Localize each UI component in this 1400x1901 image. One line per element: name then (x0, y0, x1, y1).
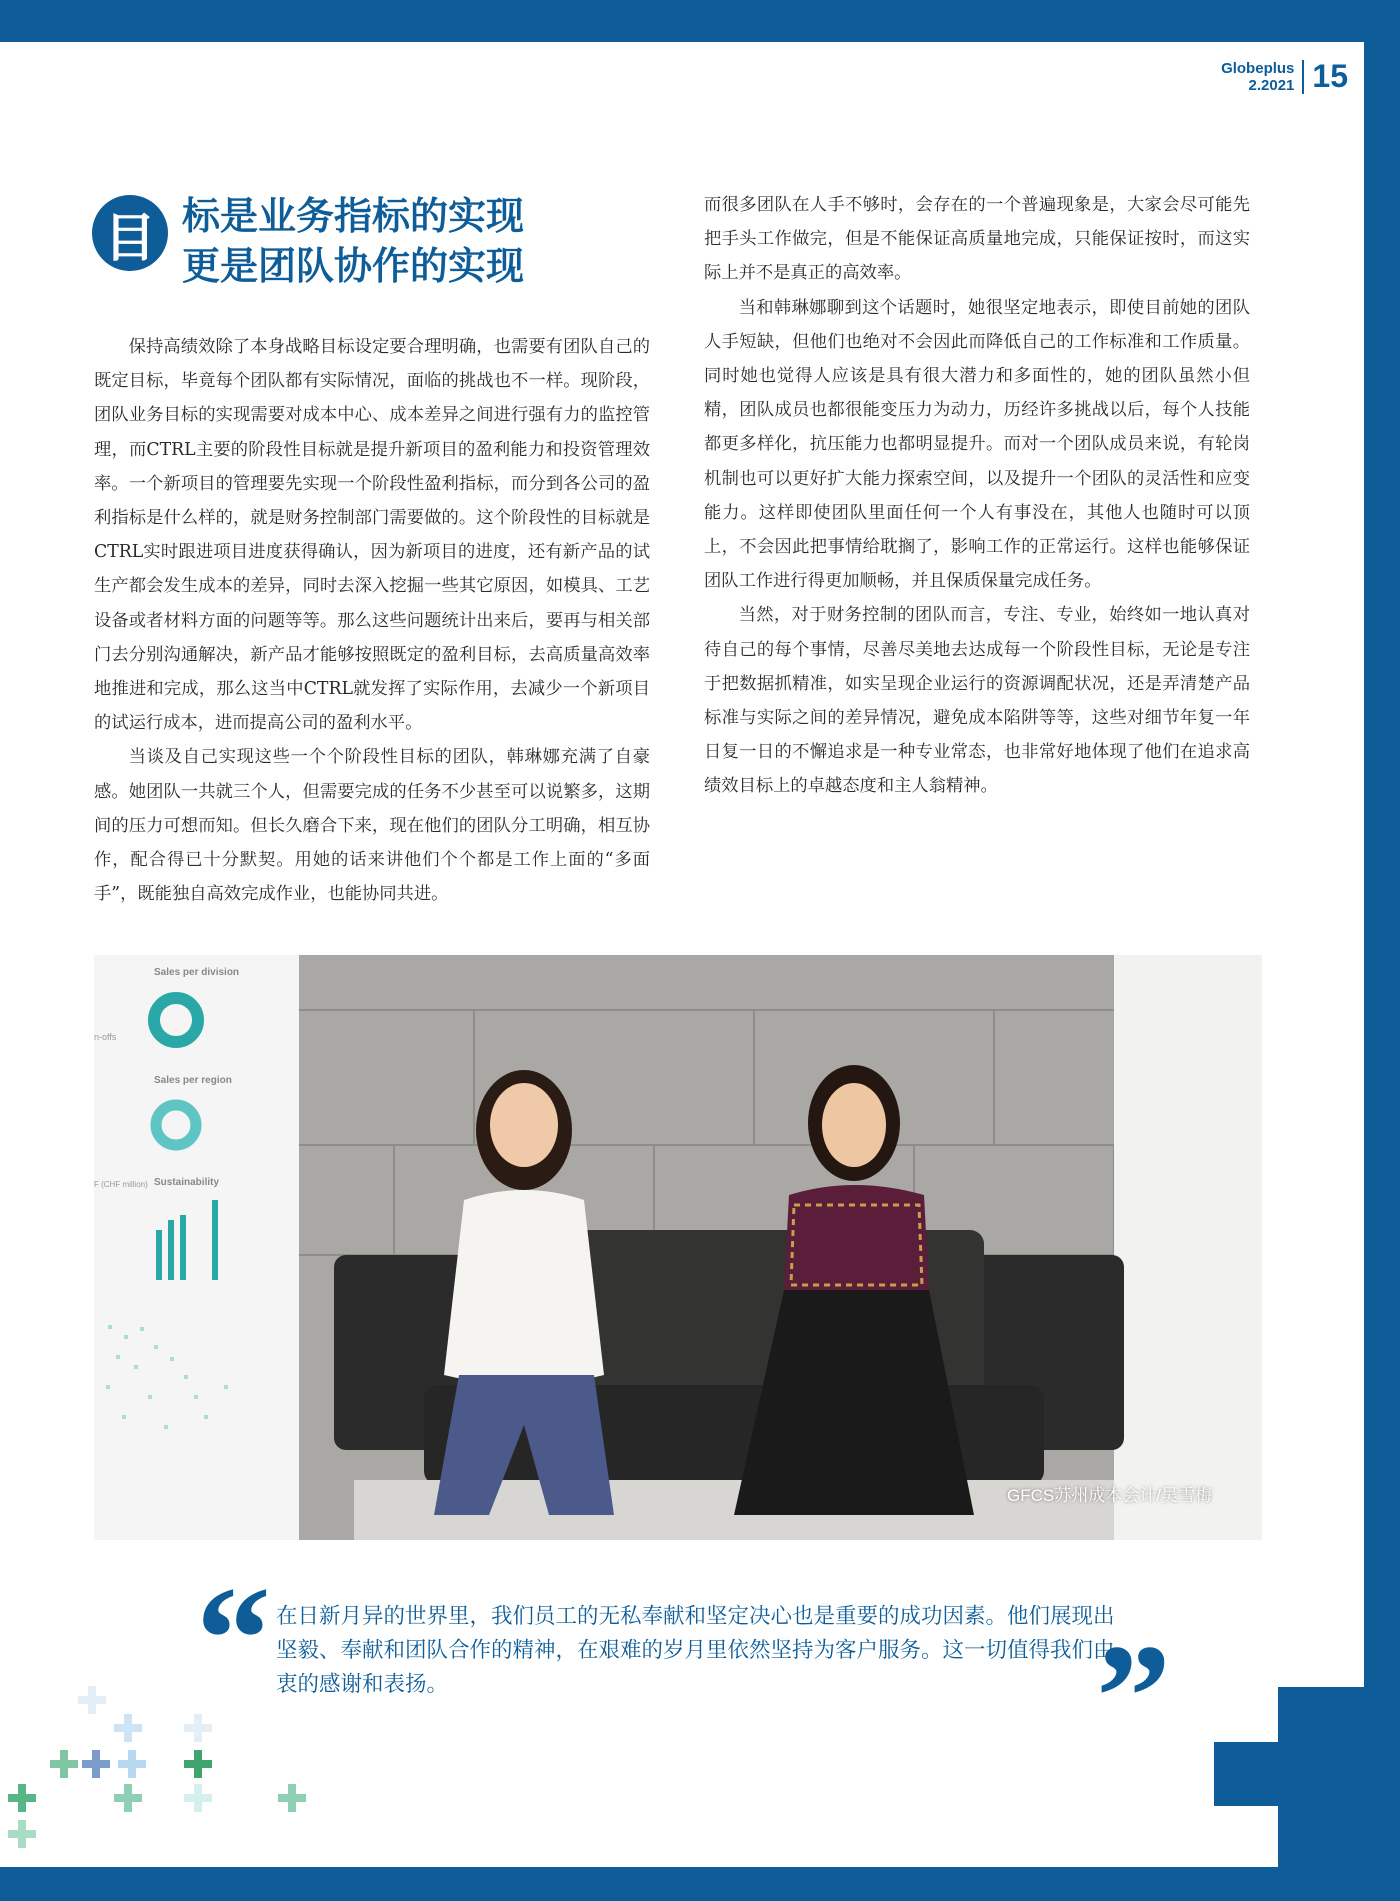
paragraph: 当然，对于财务控制的团队而言，专注、专业，始终如一地认真对待自己的每个事情，尽善尽美地去达成每一个阶段性目标，无论是专注于把数据抓精准，如实呈现企业运行的资源调配状况，还是弄清楚产品标准与实际之间的差异情况，避免成本陷阱等等，这些对细节年复一年日复一日的不懈追求是一种专业常态，也非常好地体现了他们在追求高绩效目标上的卓越态度和主人翁精神。 (704, 605, 1250, 797)
headline-line-1: 标是业务指标的实现 (182, 193, 525, 238)
person-top (444, 1190, 604, 1385)
photo-illustration (94, 955, 1262, 1540)
folio-issue (1221, 60, 1304, 94)
article-column-left (94, 330, 650, 911)
poster-text: F (CHF million) (94, 1180, 148, 1189)
page-folio (1221, 58, 1348, 95)
right-brand-bar (1364, 0, 1400, 1901)
magazine-name: Globeplus (1221, 59, 1295, 77)
open-quote-icon: “ (196, 1556, 271, 1722)
headline-initial-badge: 目 (92, 195, 168, 271)
headline-text (182, 191, 524, 291)
pull-quote-text: 在日新月异的世界里，我们员工的无私奉献和坚定决心也是重要的成功因素。他们展现出坚毅、奉献和团队合作的精神，在艰难的岁月里依然坚持为客户服务。这一切值得我们由衷的感谢和表扬。 (276, 1604, 1115, 1697)
poster-text: n-offs (94, 1032, 117, 1042)
corner-plus-gap (1214, 1806, 1278, 1867)
paragraph: 保持高绩效除了本身战略目标设定要合理明确，也需要有团队自己的既定目标，毕竟每个团队都有实际情况，面临的挑战也不一样。现阶段，团队业务目标的实现需要对成本中心、成本差异之间进行强有力的监控管理，而CTRL主要的阶段性目标就是提升新项目的盈利能力和投资管理效率。一个新项目的管理要先实现一个阶段性盈利指标，而分到各公司的盈利指标是什么样的，就是财务控制部门需要做的。这个阶段性的目标就是CTRL实时跟进项目进度获得确认，因为新项目的进度，还有新产品的试生产都会发生成本的差异，同时去深入挖掘一些其它原因，如模具、工艺设备或者材料方面的问题等等。那么这些问题统计出来后，要再与相关部门去分别沟通解决，新产品才能够按照既定的盈利目标，去高质量高效率地推进和完成，那么这当中CTRL就发挥了实际作用，去减少一个新项目的试运行成本，进而提高公司的盈利水平。 (94, 337, 650, 734)
paragraph: 而很多团队在人手不够时，会存在的一个普遍现象是，大家会尽可能先把手头工作做完，但是不能保证高质量地完成，只能保证按时，而这实际上并不是真正的高效率。 (704, 195, 1250, 284)
person-embroidered-top (784, 1185, 929, 1290)
poster-title: Sales per division (154, 967, 240, 978)
team-photo (94, 955, 1262, 1540)
plus-icon (8, 1686, 306, 1848)
section-headline (92, 195, 524, 291)
paragraph: 当和韩琳娜聊到这个话题时，她很坚定地表示，即使目前她的团队人手短缺，但他们也绝对不会因此而降低自己的工作标准和工作质量。同时她也觉得人应该是具有很大潜力和多面性的，她的团队虽然小但精，团队成员也都很能变压力为动力，历经许多挑战以后，每个人技能都更多样化，抗压能力也都明显提升。而对一个团队成员来说，有轮岗机制也可以更好扩大能力探索空间，以及提升一个团队的灵活性和应变能力。这样即使团队里面任何一个人有事没在，其他人也随时可以顶上，不会因此把事情给耽搁了，影响工作的正常运行。这样也能够保证团队工作进行得更加顺畅，并且保质保量完成任务。 (704, 297, 1250, 592)
poster-title: Sales per region (154, 1075, 232, 1086)
corner-plus-decoration-arm (1214, 1742, 1364, 1806)
person-face (822, 1083, 886, 1167)
photo-caption: GFCS苏州成本会计/吴雪梅 (1007, 1486, 1212, 1505)
top-brand-bar (0, 0, 1400, 42)
page-number: 15 (1312, 58, 1348, 94)
issue-number: 2.2021 (1248, 76, 1295, 94)
poster-title: Sustainability (154, 1177, 220, 1188)
bottom-brand-bar (0, 1867, 1400, 1901)
person-face (490, 1083, 558, 1167)
paragraph: 当谈及自己实现这些一个个阶段性目标的团队，韩琳娜充满了自豪感。她团队一共就三个人，但需要完成的任务不少甚至可以说繁多，这期间的压力可想而知。但长久磨合下来，现在他们的团队分工明确，相互协作，配合得已十分默契。用她的话来讲他们个个都是工作上面的“多面手”，既能独自高效完成作业，也能协同共进。 (94, 747, 650, 905)
close-quote-icon: ” (1096, 1614, 1171, 1780)
plus-pattern-decoration (8, 1680, 328, 1866)
article-column-right (704, 188, 1250, 804)
headline-line-2: 更是团队协作的实现 (182, 243, 525, 288)
